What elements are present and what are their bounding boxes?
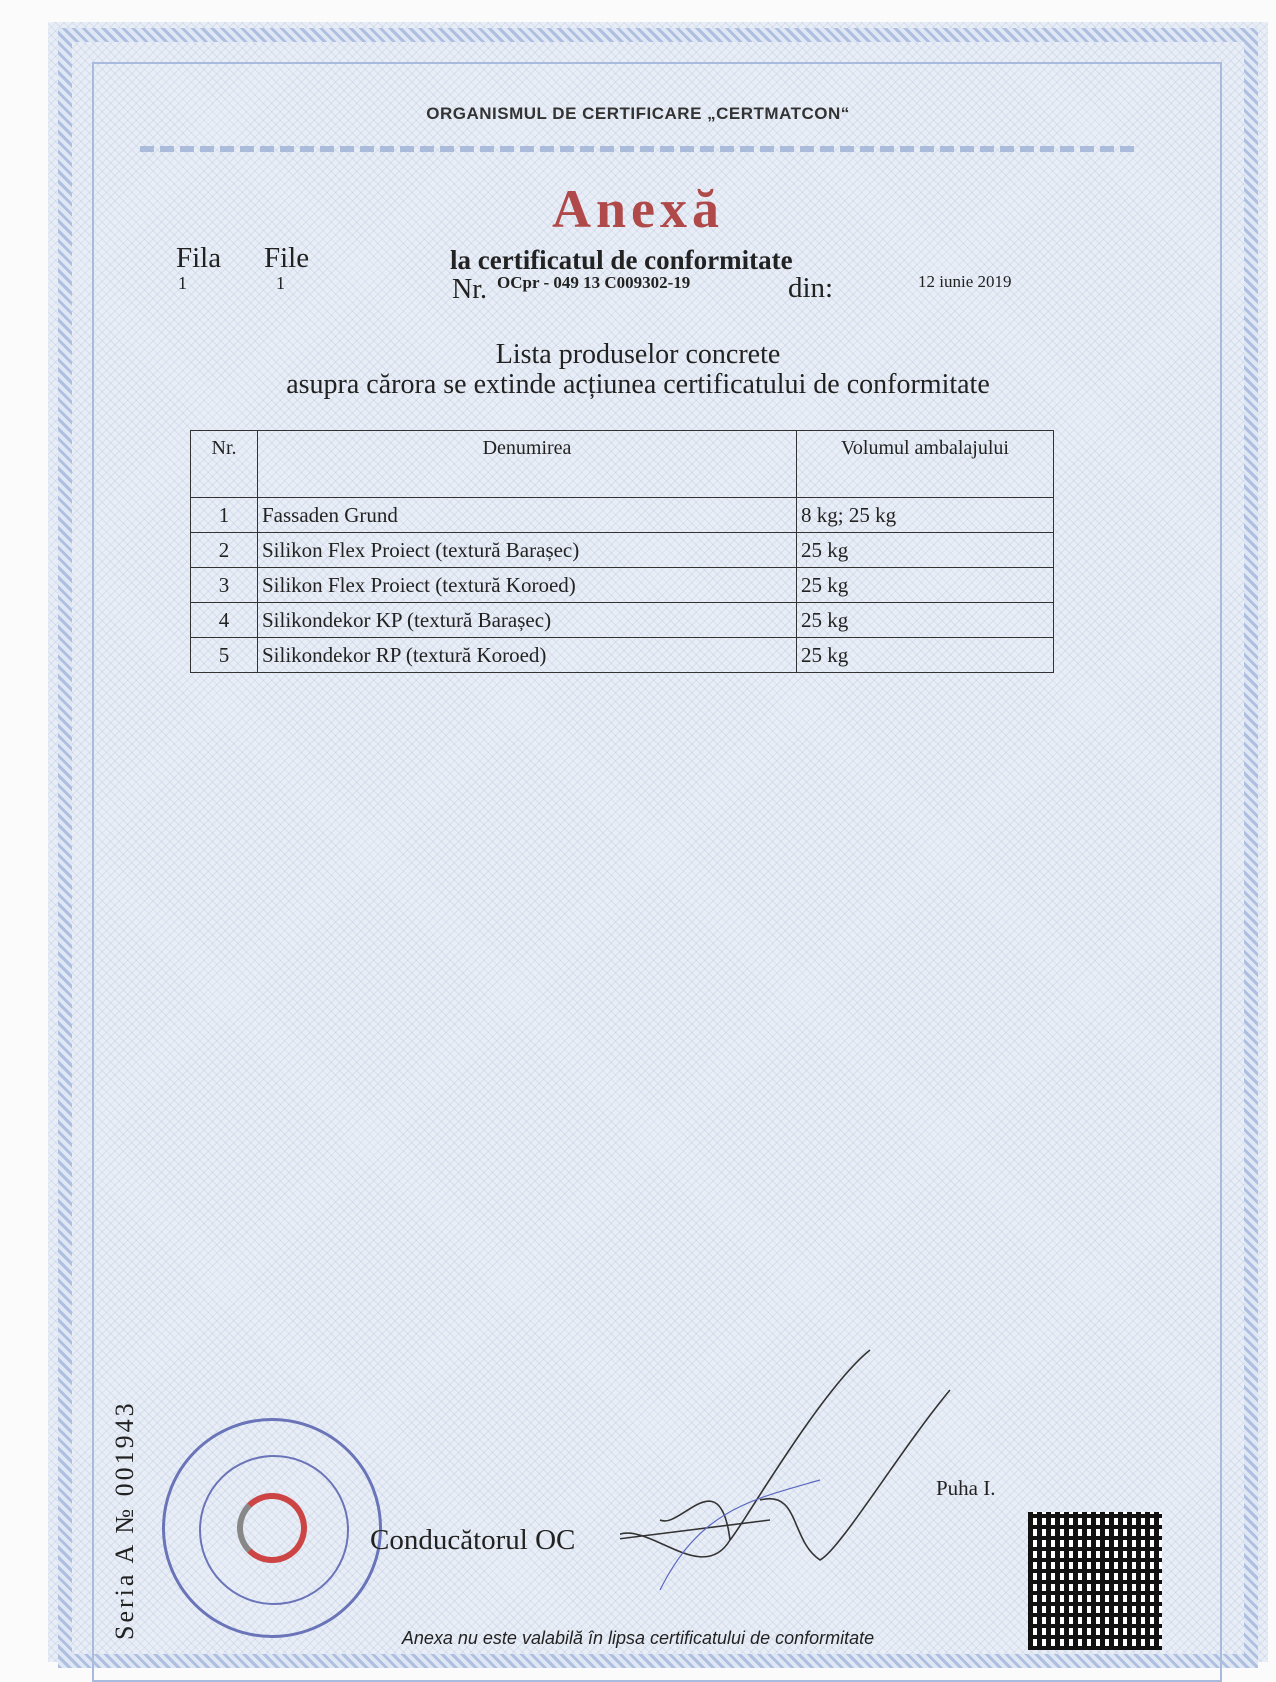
cell-nr: 5 xyxy=(191,638,258,673)
cell-nr: 1 xyxy=(191,498,258,533)
document-subtitle: la certificatul de conformitate xyxy=(450,245,793,275)
cell-name: Silikon Flex Proiect (textură Barașec) xyxy=(258,533,797,568)
cell-nr: 4 xyxy=(191,603,258,638)
cell-name: Silikondekor KP (textură Barașec) xyxy=(258,603,797,638)
decorative-divider xyxy=(140,146,1140,152)
seal-logo-icon xyxy=(237,1493,307,1563)
cell-name: Silikon Flex Proiect (textură Koroed) xyxy=(258,568,797,603)
cell-volume: 8 kg; 25 kg xyxy=(797,498,1054,533)
organization-name: ORGANISMUL DE CERTIFICARE „CERTMATCON“ xyxy=(426,104,850,123)
cell-volume: 25 kg xyxy=(797,568,1054,603)
din-label: din: xyxy=(788,272,834,304)
signatory-name: Puha I. xyxy=(936,1476,996,1500)
cell-volume: 25 kg xyxy=(797,533,1054,568)
file-value: 1 xyxy=(276,273,285,293)
official-seal xyxy=(162,1418,382,1638)
fila-label: Fila xyxy=(176,242,222,274)
cell-nr: 2 xyxy=(191,533,258,568)
table-row xyxy=(191,498,1054,533)
fila-value: 1 xyxy=(178,273,187,293)
cell-name: Fassaden Grund xyxy=(258,498,797,533)
cell-volume: 25 kg xyxy=(797,638,1054,673)
table-row xyxy=(191,603,1054,638)
table-row xyxy=(191,638,1054,673)
cell-name: Silikondekor RP (textură Koroed) xyxy=(258,638,797,673)
list-title-line-2: asupra cărora se extinde acțiunea certificatului de conformitate xyxy=(286,369,990,400)
certificate-date: 12 iunie 2019 xyxy=(918,272,1012,291)
list-title xyxy=(0,340,1276,400)
list-title-line-1: Lista produselor concrete xyxy=(495,339,781,370)
document-title: Anexă xyxy=(552,179,724,239)
table-row xyxy=(191,568,1054,603)
products-table xyxy=(190,430,1054,673)
table-header xyxy=(191,431,1054,498)
position-label: Conducătorul OC xyxy=(370,1524,576,1556)
header-name: Denumirea xyxy=(258,431,797,498)
validity-note: Anexa nu este valabilă în lipsa certificatului de conformitate xyxy=(401,1628,875,1648)
certificate-number: OCpr - 049 13 C009302-19 xyxy=(497,273,691,292)
table-row xyxy=(191,533,1054,568)
nr-label: Nr. xyxy=(452,274,487,305)
file-label: File xyxy=(264,242,310,274)
cell-volume: 25 kg xyxy=(797,603,1054,638)
cell-nr: 3 xyxy=(191,568,258,603)
header-nr: Nr. xyxy=(191,431,258,498)
header-volume: Volumul ambalajului xyxy=(797,431,1054,498)
series-number: Seria A № 001943 xyxy=(110,1400,139,1640)
